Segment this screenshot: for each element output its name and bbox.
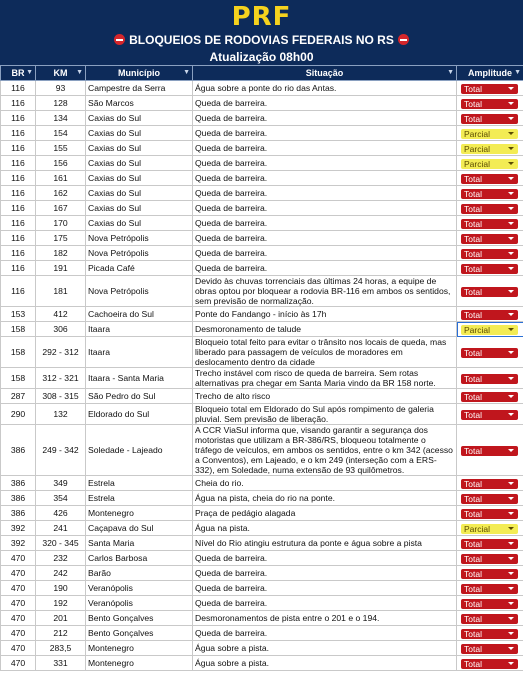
cell-km[interactable]: 161: [36, 171, 86, 186]
cell-municipio[interactable]: Estrela: [86, 476, 193, 491]
cell-amplitude[interactable]: [457, 246, 523, 261]
table-row[interactable]: [1, 111, 523, 126]
cell-situacao[interactable]: Devido às chuvas torrenciais das últimas 24 horas, a equipe de obras optou por bloquear a rodovia BR-116 em ambos os sentidos, sem previsão de normalização.: [193, 276, 457, 307]
cell-amplitude[interactable]: [457, 231, 523, 246]
table-row[interactable]: [1, 186, 523, 201]
cell-km[interactable]: 167: [36, 201, 86, 216]
cell-br[interactable]: 116: [1, 126, 36, 141]
cell-km[interactable]: 128: [36, 96, 86, 111]
table-row[interactable]: [1, 171, 523, 186]
column-header-km[interactable]: [36, 66, 86, 81]
cell-km[interactable]: 320 - 345: [36, 536, 86, 551]
cell-situacao[interactable]: Desmoronamento de talude: [193, 322, 457, 337]
cell-municipio[interactable]: Caxias do Sul: [86, 111, 193, 126]
cell-municipio[interactable]: Caxias do Sul: [86, 186, 193, 201]
table-row[interactable]: [1, 126, 523, 141]
cell-municipio[interactable]: Cachoeira do Sul: [86, 307, 193, 322]
table-row[interactable]: [1, 521, 523, 536]
amplitude-dropdown[interactable]: Parcial: [461, 524, 518, 534]
table-row[interactable]: [1, 156, 523, 171]
cell-br[interactable]: 116: [1, 201, 36, 216]
cell-situacao[interactable]: Queda de barreira.: [193, 566, 457, 581]
cell-situacao[interactable]: Cheia do rio.: [193, 476, 457, 491]
cell-municipio[interactable]: Campestre da Serra: [86, 81, 193, 96]
cell-km[interactable]: 412: [36, 307, 86, 322]
cell-km[interactable]: 349: [36, 476, 86, 491]
cell-situacao[interactable]: Água na pista.: [193, 521, 457, 536]
amplitude-dropdown[interactable]: Parcial: [461, 144, 518, 154]
cell-municipio[interactable]: Itaara: [86, 322, 193, 337]
filter-icon[interactable]: ▼: [26, 69, 33, 76]
cell-br[interactable]: 470: [1, 551, 36, 566]
table-row[interactable]: [1, 491, 523, 506]
cell-municipio[interactable]: Carlos Barbosa: [86, 551, 193, 566]
cell-br[interactable]: 116: [1, 246, 36, 261]
cell-br[interactable]: 158: [1, 368, 36, 389]
cell-situacao[interactable]: A CCR ViaSul informa que, visando garantir a segurança dos motoristas que utilizam a BR-386/RS, bloqueou totalmente o tráfego de veículos, em ambos os sentidos, entre o km 342 (acesso a Conventos), em Lajeado, e o km 249 (interseção com a ERS-332), em Soledade, numa extensão de 93 quilômetros.: [193, 425, 457, 476]
cell-br[interactable]: 116: [1, 261, 36, 276]
cell-amplitude[interactable]: [457, 96, 523, 111]
column-label: Amplitude: [468, 68, 512, 78]
cell-municipio[interactable]: Santa Maria: [86, 536, 193, 551]
cell-amplitude[interactable]: [457, 566, 523, 581]
table-row[interactable]: [1, 581, 523, 596]
cell-br[interactable]: 290: [1, 404, 36, 425]
cell-situacao[interactable]: Trecho instável com risco de queda de barreira. Sem rotas alternativas pra chegar em Santa Maria vindo da BR 158 norte.: [193, 368, 457, 389]
table-row[interactable]: [1, 276, 523, 307]
cell-km[interactable]: 241: [36, 521, 86, 536]
cell-municipio[interactable]: Estrela: [86, 491, 193, 506]
cell-municipio[interactable]: Nova Petrópolis: [86, 276, 193, 307]
cell-municipio[interactable]: Caxias do Sul: [86, 201, 193, 216]
cell-municipio[interactable]: Barão: [86, 566, 193, 581]
table-row[interactable]: [1, 641, 523, 656]
cell-br[interactable]: 116: [1, 111, 36, 126]
cell-amplitude[interactable]: [457, 596, 523, 611]
table-row[interactable]: [1, 566, 523, 581]
cell-km[interactable]: 132: [36, 404, 86, 425]
cell-km[interactable]: 242: [36, 566, 86, 581]
amplitude-dropdown[interactable]: Total: [461, 249, 518, 259]
no-entry-icon: [114, 34, 125, 45]
cell-amplitude[interactable]: [457, 536, 523, 551]
cell-amplitude[interactable]: [457, 216, 523, 231]
cell-br[interactable]: 116: [1, 96, 36, 111]
table-row[interactable]: [1, 476, 523, 491]
cell-br[interactable]: 158: [1, 322, 36, 337]
amplitude-dropdown[interactable]: Total: [461, 234, 518, 244]
cell-amplitude[interactable]: [457, 641, 523, 656]
table-row[interactable]: [1, 307, 523, 322]
cell-municipio[interactable]: Montenegro: [86, 641, 193, 656]
amplitude-dropdown[interactable]: Parcial: [461, 129, 518, 139]
cell-br[interactable]: 470: [1, 611, 36, 626]
amplitude-dropdown[interactable]: Total: [461, 614, 518, 624]
update-time: Atualização 08h00: [209, 50, 314, 64]
table-row[interactable]: [1, 81, 523, 96]
cell-amplitude[interactable]: [457, 626, 523, 641]
amplitude-dropdown[interactable]: Total: [461, 629, 518, 639]
cell-br[interactable]: 392: [1, 521, 36, 536]
table-row[interactable]: [1, 596, 523, 611]
cell-amplitude[interactable]: [457, 126, 523, 141]
table-row[interactable]: [1, 231, 523, 246]
cell-br[interactable]: 470: [1, 596, 36, 611]
amplitude-dropdown[interactable]: Total: [461, 174, 518, 184]
cell-amplitude[interactable]: [457, 521, 523, 536]
cell-situacao[interactable]: Desmoronamentos de pista entre o 201 e o 194.: [193, 611, 457, 626]
cell-km[interactable]: 201: [36, 611, 86, 626]
cell-km[interactable]: 308 - 315: [36, 389, 86, 404]
cell-amplitude[interactable]: [457, 141, 523, 156]
amplitude-dropdown[interactable]: Total: [461, 348, 518, 358]
cell-situacao[interactable]: Queda de barreira.: [193, 596, 457, 611]
cell-br[interactable]: 386: [1, 491, 36, 506]
cell-br[interactable]: 153: [1, 307, 36, 322]
cell-situacao[interactable]: Queda de barreira.: [193, 216, 457, 231]
amplitude-dropdown[interactable]: Total: [461, 310, 518, 320]
amplitude-dropdown[interactable]: Total: [461, 446, 518, 456]
cell-br[interactable]: 116: [1, 186, 36, 201]
cell-km[interactable]: 93: [36, 81, 86, 96]
cell-br[interactable]: 392: [1, 536, 36, 551]
cell-amplitude[interactable]: [457, 201, 523, 216]
amplitude-dropdown[interactable]: Total: [461, 264, 518, 274]
amplitude-dropdown[interactable]: Parcial: [461, 159, 518, 169]
table-header-row: [1, 66, 523, 81]
cell-km[interactable]: 354: [36, 491, 86, 506]
cell-br[interactable]: 386: [1, 476, 36, 491]
cell-situacao[interactable]: Nível do Rio atingiu estrutura da ponte e água sobre a pista: [193, 536, 457, 551]
cell-municipio[interactable]: Veranópolis: [86, 596, 193, 611]
cell-br[interactable]: 386: [1, 506, 36, 521]
cell-municipio[interactable]: Itaara - Santa Maria: [86, 368, 193, 389]
column-label: BR: [11, 68, 25, 78]
cell-km[interactable]: 306: [36, 322, 86, 337]
filter-icon[interactable]: ▼: [514, 69, 521, 76]
column-label: Município: [118, 68, 160, 78]
cell-amplitude[interactable]: [457, 322, 523, 337]
cell-situacao[interactable]: Bloqueio total em Eldorado do Sul após rompimento de galeria pluvial. Sem previsão de liberação.: [193, 404, 457, 425]
cell-km[interactable]: 191: [36, 261, 86, 276]
cell-situacao[interactable]: Bloqueio total feito para evitar o trânsito nos locais de queda, mas liberado para passagem de veículos de moradores em deslocamento dentro da cidade: [193, 337, 457, 368]
table-row[interactable]: [1, 141, 523, 156]
cell-br[interactable]: 116: [1, 141, 36, 156]
cell-municipio[interactable]: Caçapava do Sul: [86, 521, 193, 536]
table-row[interactable]: [1, 368, 523, 389]
cell-municipio[interactable]: Soledade - Lajeado: [86, 425, 193, 476]
amplitude-dropdown[interactable]: Total: [461, 410, 518, 420]
cell-amplitude[interactable]: [457, 111, 523, 126]
cell-br[interactable]: 470: [1, 626, 36, 641]
prf-logo: PRF: [231, 2, 292, 32]
blockades-table: [0, 65, 523, 671]
column-label: Situação: [305, 68, 344, 78]
cell-municipio[interactable]: Itaara: [86, 337, 193, 368]
cell-situacao[interactable]: Queda de barreira.: [193, 261, 457, 276]
cell-municipio[interactable]: Bento Gonçalves: [86, 611, 193, 626]
cell-municipio[interactable]: Caxias do Sul: [86, 126, 193, 141]
report-header: [0, 0, 523, 65]
cell-situacao[interactable]: Queda de barreira.: [193, 551, 457, 566]
cell-km[interactable]: 283,5: [36, 641, 86, 656]
cell-municipio[interactable]: Nova Petrópolis: [86, 246, 193, 261]
report-title-text: BLOQUEIOS DE RODOVIAS FEDERAIS NO RS: [129, 33, 394, 47]
cell-amplitude[interactable]: [457, 404, 523, 425]
cell-municipio[interactable]: Caxias do Sul: [86, 141, 193, 156]
cell-situacao[interactable]: Água na pista, cheia do rio na ponte.: [193, 491, 457, 506]
table-row[interactable]: [1, 337, 523, 368]
amplitude-dropdown[interactable]: Total: [461, 584, 518, 594]
amplitude-dropdown[interactable]: Total: [461, 644, 518, 654]
amplitude-dropdown[interactable]: Parcial: [461, 325, 518, 335]
cell-situacao[interactable]: Queda de barreira.: [193, 201, 457, 216]
amplitude-dropdown[interactable]: Total: [461, 219, 518, 229]
amplitude-dropdown[interactable]: Total: [461, 659, 518, 669]
cell-municipio[interactable]: Caxias do Sul: [86, 171, 193, 186]
cell-municipio[interactable]: Caxias do Sul: [86, 156, 193, 171]
cell-br[interactable]: 116: [1, 216, 36, 231]
column-header-br[interactable]: [1, 66, 36, 81]
table-row[interactable]: [1, 536, 523, 551]
cell-municipio[interactable]: Veranópolis: [86, 581, 193, 596]
amplitude-dropdown[interactable]: Total: [461, 99, 518, 109]
table-row[interactable]: [1, 611, 523, 626]
cell-municipio[interactable]: Nova Petrópolis: [86, 231, 193, 246]
table-row[interactable]: [1, 322, 523, 337]
cell-br[interactable]: 116: [1, 171, 36, 186]
amplitude-dropdown[interactable]: Total: [461, 392, 518, 402]
cell-km[interactable]: 249 - 342: [36, 425, 86, 476]
cell-amplitude[interactable]: [457, 551, 523, 566]
table-row[interactable]: [1, 96, 523, 111]
cell-situacao[interactable]: Queda de barreira.: [193, 126, 457, 141]
table-row[interactable]: [1, 551, 523, 566]
table-row[interactable]: [1, 425, 523, 476]
filter-icon[interactable]: ▼: [76, 69, 83, 76]
cell-km[interactable]: 192: [36, 596, 86, 611]
cell-br[interactable]: 470: [1, 656, 36, 671]
cell-amplitude[interactable]: [457, 425, 523, 476]
cell-km[interactable]: 182: [36, 246, 86, 261]
cell-situacao[interactable]: Queda de barreira.: [193, 626, 457, 641]
cell-amplitude[interactable]: [457, 171, 523, 186]
cell-amplitude[interactable]: [457, 491, 523, 506]
cell-situacao[interactable]: Ponte do Fandango - início às 17h: [193, 307, 457, 322]
cell-situacao[interactable]: Queda de barreira.: [193, 96, 457, 111]
cell-municipio[interactable]: Caxias do Sul: [86, 216, 193, 231]
cell-municipio[interactable]: São Pedro do Sul: [86, 389, 193, 404]
report-title: [0, 33, 523, 47]
cell-municipio[interactable]: Eldorado do Sul: [86, 404, 193, 425]
amplitude-dropdown[interactable]: Total: [461, 509, 518, 519]
column-header-situacao[interactable]: [193, 66, 457, 81]
table-row[interactable]: [1, 389, 523, 404]
amplitude-dropdown[interactable]: Total: [461, 599, 518, 609]
cell-km[interactable]: 331: [36, 656, 86, 671]
cell-amplitude[interactable]: [457, 186, 523, 201]
table-row[interactable]: [1, 656, 523, 671]
cell-km[interactable]: 190: [36, 581, 86, 596]
cell-km[interactable]: 212: [36, 626, 86, 641]
amplitude-dropdown[interactable]: Total: [461, 287, 518, 297]
cell-situacao[interactable]: Queda de barreira.: [193, 171, 457, 186]
cell-km[interactable]: 175: [36, 231, 86, 246]
cell-situacao[interactable]: Água sobre a ponte do rio das Antas.: [193, 81, 457, 96]
cell-km[interactable]: 312 - 321: [36, 368, 86, 389]
column-label: KM: [53, 68, 68, 78]
table-row[interactable]: [1, 626, 523, 641]
amplitude-dropdown[interactable]: Total: [461, 494, 518, 504]
amplitude-dropdown[interactable]: Total: [461, 84, 518, 94]
cell-municipio[interactable]: Montenegro: [86, 506, 193, 521]
cell-amplitude[interactable]: [457, 506, 523, 521]
cell-situacao[interactable]: Queda de barreira.: [193, 231, 457, 246]
column-header-municipio[interactable]: [86, 66, 193, 81]
table-row[interactable]: [1, 261, 523, 276]
cell-situacao[interactable]: Queda de barreira.: [193, 156, 457, 171]
cell-km[interactable]: 156: [36, 156, 86, 171]
no-entry-icon: [398, 34, 409, 45]
amplitude-dropdown[interactable]: Total: [461, 374, 518, 384]
cell-situacao[interactable]: Queda de barreira.: [193, 246, 457, 261]
cell-km[interactable]: 170: [36, 216, 86, 231]
cell-amplitude[interactable]: [457, 389, 523, 404]
table-row[interactable]: [1, 201, 523, 216]
cell-km[interactable]: 426: [36, 506, 86, 521]
cell-br[interactable]: 386: [1, 425, 36, 476]
cell-amplitude[interactable]: [457, 368, 523, 389]
cell-amplitude[interactable]: [457, 276, 523, 307]
cell-amplitude[interactable]: [457, 307, 523, 322]
cell-amplitude[interactable]: [457, 337, 523, 368]
table-row[interactable]: [1, 216, 523, 231]
cell-situacao[interactable]: Queda de barreira.: [193, 111, 457, 126]
cell-km[interactable]: 154: [36, 126, 86, 141]
cell-amplitude[interactable]: [457, 476, 523, 491]
filter-icon[interactable]: ▼: [183, 69, 190, 76]
table-row[interactable]: [1, 506, 523, 521]
cell-km[interactable]: 181: [36, 276, 86, 307]
cell-br[interactable]: 158: [1, 337, 36, 368]
cell-br[interactable]: 470: [1, 641, 36, 656]
cell-km[interactable]: 292 - 312: [36, 337, 86, 368]
cell-br[interactable]: 116: [1, 276, 36, 307]
cell-km[interactable]: 162: [36, 186, 86, 201]
column-header-amplitude[interactable]: [457, 66, 523, 81]
cell-municipio[interactable]: Bento Gonçalves: [86, 626, 193, 641]
cell-municipio[interactable]: Picada Café: [86, 261, 193, 276]
cell-km[interactable]: 155: [36, 141, 86, 156]
cell-situacao[interactable]: Queda de barreira.: [193, 581, 457, 596]
cell-amplitude[interactable]: [457, 611, 523, 626]
cell-situacao[interactable]: Trecho de alto risco: [193, 389, 457, 404]
amplitude-dropdown[interactable]: Total: [461, 479, 518, 489]
cell-situacao[interactable]: Água sobre a pista.: [193, 656, 457, 671]
cell-municipio[interactable]: São Marcos: [86, 96, 193, 111]
cell-situacao[interactable]: Praça de pedágio alagada: [193, 506, 457, 521]
cell-amplitude[interactable]: [457, 81, 523, 96]
cell-amplitude[interactable]: [457, 156, 523, 171]
cell-km[interactable]: 232: [36, 551, 86, 566]
cell-km[interactable]: 134: [36, 111, 86, 126]
cell-situacao[interactable]: Queda de barreira.: [193, 141, 457, 156]
cell-br[interactable]: 116: [1, 156, 36, 171]
cell-br[interactable]: 287: [1, 389, 36, 404]
amplitude-dropdown[interactable]: Total: [461, 204, 518, 214]
cell-br[interactable]: 116: [1, 81, 36, 96]
amplitude-dropdown[interactable]: Total: [461, 569, 518, 579]
amplitude-dropdown[interactable]: Total: [461, 114, 518, 124]
cell-situacao[interactable]: Queda de barreira.: [193, 186, 457, 201]
cell-amplitude[interactable]: [457, 261, 523, 276]
cell-situacao[interactable]: Água sobre a pista.: [193, 641, 457, 656]
filter-icon[interactable]: ▼: [447, 69, 454, 76]
cell-amplitude[interactable]: [457, 656, 523, 671]
cell-br[interactable]: 470: [1, 566, 36, 581]
cell-municipio[interactable]: Montenegro: [86, 656, 193, 671]
cell-br[interactable]: 116: [1, 231, 36, 246]
amplitude-dropdown[interactable]: Total: [461, 189, 518, 199]
table-row[interactable]: [1, 246, 523, 261]
cell-amplitude[interactable]: [457, 581, 523, 596]
amplitude-dropdown[interactable]: Total: [461, 539, 518, 549]
cell-br[interactable]: 470: [1, 581, 36, 596]
table-row[interactable]: [1, 404, 523, 425]
amplitude-dropdown[interactable]: Total: [461, 554, 518, 564]
